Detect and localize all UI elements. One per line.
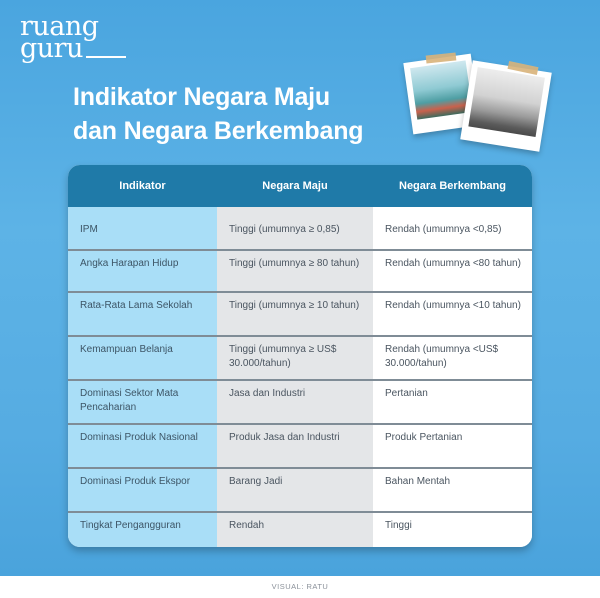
page-title (73, 80, 363, 148)
cell-maju: Rendah (217, 513, 373, 547)
mountain-photo-icon (460, 60, 552, 152)
cell-indikator: Dominasi Produk Ekspor (68, 469, 217, 511)
title-line1: Indikator Negara Maju (73, 83, 330, 111)
cell-berkembang: Rendah (umumnya <80 tahun) (373, 251, 532, 291)
cell-maju: Produk Jasa dan Industri (217, 425, 373, 467)
table-header (68, 165, 532, 207)
ruangguru-logo (20, 11, 99, 64)
table-row (68, 511, 532, 547)
logo-line2: guru (20, 33, 83, 64)
cell-berkembang: Produk Pertanian (373, 425, 532, 467)
table-row (68, 249, 532, 291)
header-negara-berkembang: Negara Berkembang (399, 180, 506, 192)
cell-maju: Tinggi (umumnya ≥ 10 tahun) (217, 293, 373, 335)
table-row (68, 379, 532, 423)
cell-indikator: Tingkat Pengangguran (68, 513, 217, 547)
cell-indikator: Dominasi Produk Nasional (68, 425, 217, 467)
cell-maju: Jasa dan Industri (217, 381, 373, 423)
logo-underline (86, 56, 126, 58)
visual-credit: VISUAL: RATU (271, 582, 329, 591)
cell-maju: Tinggi (umumnya ≥ US$ 30.000/tahun) (217, 337, 373, 379)
cell-indikator: Angka Harapan Hidup (68, 251, 217, 291)
cell-berkembang: Bahan Mentah (373, 469, 532, 511)
table-row (68, 291, 532, 335)
cell-indikator: Dominasi Sektor Mata Pencaharian (68, 381, 217, 423)
logo-line1: ruang (20, 11, 99, 42)
table-row (68, 423, 532, 467)
header-indikator: Indikator (119, 180, 166, 192)
cell-berkembang: Pertanian (373, 381, 532, 423)
cell-indikator: Kemampuan Belanja (68, 337, 217, 379)
cell-berkembang: Rendah (umumnya <10 tahun) (373, 293, 532, 335)
comparison-table (68, 165, 532, 547)
cell-maju: Tinggi (umumnya ≥ 0,85) (217, 207, 373, 249)
cell-berkembang: Tinggi (373, 513, 532, 547)
cell-indikator: Rata-Rata Lama Sekolah (68, 293, 217, 335)
cell-maju: Tinggi (umumnya ≥ 80 tahun) (217, 251, 373, 291)
table-row (68, 467, 532, 511)
cell-maju: Barang Jadi (217, 469, 373, 511)
cell-berkembang: Rendah (umumnya <US$ 30.000/tahun) (373, 337, 532, 379)
title-line2: dan Negara Berkembang (73, 117, 364, 145)
table-row (68, 335, 532, 379)
cell-berkembang: Rendah (umumnya <0,85) (373, 207, 532, 249)
table-row (68, 207, 532, 249)
header-negara-maju: Negara Maju (262, 180, 328, 192)
cell-indikator: IPM (68, 207, 217, 249)
